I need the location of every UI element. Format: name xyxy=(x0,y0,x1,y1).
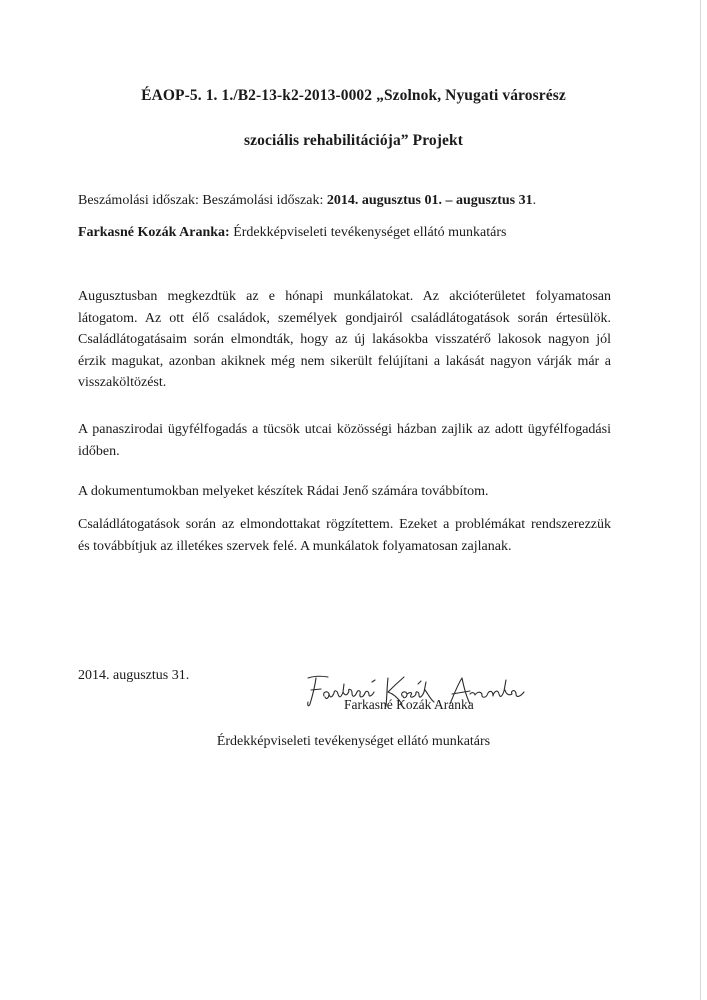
paragraph-line: A dokumentumokban melyeket készítek Rádai Jenő számára továbbítom. xyxy=(78,484,489,499)
signatory-role: Érdekképviseleti tevékenységet ellátó munkatárs xyxy=(216,734,491,749)
paragraph-line: A panaszirodai ügyfélfogadás a tücsök utcai közösségi házban zajlik az adott ügyfélfogadási xyxy=(78,422,611,437)
paragraph-line: érzik magukat, azonban akiknek még nem sikerült felújítani a lakását nagyon várják már a xyxy=(78,353,611,369)
paragraph-line: Családlátogatások során az elmondottakat rögzítettem. Ezeket a problémákat rendszerezzük xyxy=(78,517,611,532)
reporting-period-end: . xyxy=(532,193,537,208)
page-edge-line xyxy=(700,0,701,1000)
paragraph-line: visszaköltözést. xyxy=(78,375,167,390)
paragraph-problems xyxy=(78,514,611,557)
paragraph-line: és továbbítjuk az illetékes szervek felé. A munkálatok folyamatosan zajlanak. xyxy=(78,538,512,554)
paragraph-documents xyxy=(78,481,611,503)
signatory-name: Farkasné Kozák Aranka xyxy=(344,697,474,712)
document-title-line-1: ÉAOP-5. 1. 1./B2-13-k2-2013-0002 „Szolnok, Nyugati városrész xyxy=(141,87,566,104)
paragraph-line: Augusztusban megkezdtük az e hónapi munkálatokat. Az akcióterületet folyamatosan xyxy=(78,289,611,304)
reporting-period-value: 2014. augusztus 01. – augusztus 31 xyxy=(326,193,533,208)
reporting-period-label: Beszámolási időszak: Beszámolási időszak: xyxy=(78,193,327,208)
paragraph-line: Családlátogatásaim során elmondták, hogy az új lakásokba visszatérő lakosok nagyon jól xyxy=(78,332,611,347)
author-line xyxy=(78,225,506,241)
author-name: Farkasné Kozák Aranka: xyxy=(78,225,230,240)
author-role: Érdekképviseleti tevékenységet ellátó munkatárs xyxy=(229,225,507,240)
document-title-line-2: szociális rehabilitációja” Projekt xyxy=(244,132,463,149)
paragraph-line: látogatom. Az ott élő családok, személyek gondjairól családlátogatások során értesülök. xyxy=(78,310,611,326)
paragraph-visits xyxy=(78,286,611,394)
paragraph-office-hours xyxy=(78,419,611,462)
reporting-period xyxy=(78,193,536,209)
document-date: 2014. augusztus 31. xyxy=(78,668,190,683)
paragraph-line: időben. xyxy=(78,443,120,459)
